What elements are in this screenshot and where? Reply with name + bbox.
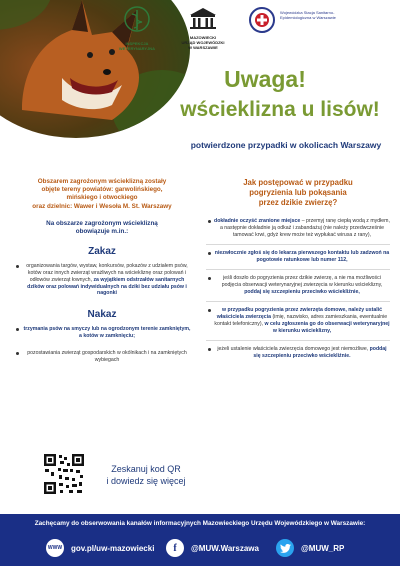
step-emphasis-end: poddaj się szczepieniu przeciwko wściekliźnie,	[244, 289, 360, 295]
bite-heading-line: Jak postępować w przypadku	[243, 178, 353, 187]
affected-area-line: objęte tereny powiatów: garwolińskiego,	[41, 186, 163, 194]
sanitary-seal-icon	[248, 6, 276, 34]
bite-heading-line: pogryzienia lub pokąsania	[249, 188, 347, 197]
list-item-emphasis: trzymania psów na smyczy lub na ogrodzonym terenie zamkniętym, a kotów w zamknięciu;	[23, 326, 191, 339]
affected-area-line: mińskiego i otwockiego	[66, 194, 138, 202]
list-item	[206, 275, 390, 302]
order-title: Nakaz	[87, 309, 117, 321]
list-item	[206, 250, 390, 270]
right-column	[206, 178, 390, 370]
list-item	[12, 326, 192, 340]
ban-list	[12, 263, 192, 297]
regulations-heading-line: obowiązuje m.in.:	[75, 228, 129, 236]
logo-caption-inspection: INSPEKCJA WETERYNARYJNA	[118, 41, 156, 51]
twitter-bird-icon	[276, 539, 294, 557]
order-list	[12, 326, 192, 363]
footer-bar	[0, 514, 400, 566]
bite-heading-line: przez dzikie zwierzę?	[258, 198, 338, 207]
ban-title: Zakaz	[88, 246, 116, 258]
bite-steps-list	[206, 218, 390, 365]
list-item	[12, 350, 192, 364]
bite-instructions-heading	[206, 178, 390, 208]
step-emphasis-end: w celu zgłoszenia go do obserwacji weterynaryjnej w kierunku wścieklizny,	[264, 321, 390, 334]
list-item	[206, 307, 390, 341]
step-text: (imię, nazwisko, adres zamieszkania, ewentualnie kontakt telefoniczny),	[214, 314, 388, 327]
facebook-icon: f	[166, 539, 184, 557]
qr-code[interactable]	[42, 452, 86, 496]
voivodeship-office-logo	[170, 6, 236, 50]
list-item	[206, 218, 390, 245]
caduceus-icon	[123, 6, 151, 36]
step-emphasis: niezwłocznie zgłoś się do lekarza pierwszego kontaktu lub zadzwoń na pogotowie ratunkowe lub numer 112,	[214, 250, 390, 263]
building-icon	[188, 6, 218, 30]
left-column	[12, 178, 192, 368]
logo-caption-voivodeship-2: URZĄD WOJEWÓDZKI	[181, 40, 225, 45]
logo-caption-voivodeship-1: MAZOWIECKI	[189, 35, 217, 40]
qr-code-icon	[42, 452, 86, 496]
footer-facebook-link[interactable]	[166, 538, 259, 558]
list-item-text: pozostawiania zwierząt gospodarskich w okólnikach i na zamkniętych wybiegach	[27, 349, 187, 363]
regulations-heading	[12, 220, 192, 236]
footer-twitter-link[interactable]	[276, 538, 344, 558]
globe-icon: WWW	[46, 539, 64, 557]
footer-title: Zachęcamy do obserwowania kanałów informacyjnych Mazowieckiego Urzędu Wojewódzkiego w Warszawie:	[34, 520, 366, 527]
step-emphasis: dokładnie oczyść zranione miejsce	[214, 218, 301, 224]
logo-caption-voivodeship-3: W WARSZAWIE	[188, 45, 218, 50]
list-item-emphasis: za wyjątkiem odstrzałów sanitarnych dzików oraz polowań indywidualnych na dziki bez udziału psów i nagonki	[27, 276, 187, 297]
headline-rabies: wścieklizna u lisów!	[180, 98, 380, 121]
headline-warning: Uwaga!	[224, 66, 306, 92]
qr-caption-line: Zeskanuj kod QR	[111, 464, 181, 474]
step-text: jeżeli ustalenie właściciela zwierzęcia domowego jest niemożliwe,	[217, 346, 370, 352]
logos-bar	[108, 6, 392, 54]
qr-caption	[96, 463, 196, 487]
footer-website-link[interactable]	[46, 538, 154, 558]
footer-twitter-label: @MUW_RP	[301, 543, 345, 553]
step-text: – przemyj ranę ciepłą wodą z mydłem, a następnie dokładnie ją odkaź i zabandażuj (nie należy przedwcześnie tamować krwi, gdyż krew może też wypłukać wirusa z rany),	[219, 218, 390, 238]
affected-area-line: oraz dzielnic: Wawer i Wesoła M. St. Warszawy	[32, 202, 172, 210]
affected-area-text	[12, 178, 192, 211]
headline-subtitle: potwierdzone przypadki w okolicach Warszawy	[190, 140, 382, 150]
qr-caption-line: i dowiedz się więcej	[106, 476, 186, 486]
logo-caption-sanitary: Wojewódzka Stacja Sanitarno-Epidemiologiczna w Warszawie	[280, 10, 336, 20]
affected-area-line: Obszarem zagrożonym wścieklizną zostały	[37, 178, 167, 185]
step-emphasis: w przypadku pogryzienia przez zwierzęta domowe, należy ustalić właściciela zwierzęcia	[216, 307, 382, 320]
list-item	[206, 346, 390, 365]
footer-facebook-label: @MUW.Warszawa	[191, 543, 259, 553]
list-item-text: organizowania targów, wystaw, konkursów, pokazów z udziałem psów, kotów oraz innych zwierząt wrażliwych na wściekliznę oraz polowań i odłowów zwierząt łownych,	[26, 263, 188, 283]
regulations-heading-line: Na obszarze zagrożonym wścieklizną	[46, 219, 158, 227]
step-emphasis-end: poddaj się szczepieniu przeciwko wściekliźnie.	[253, 346, 387, 359]
step-text: jeśli doszło do pogryzienia przez dzikie zwierzę, a nie ma możliwości podjęcia obserwacji weterynaryjnej zwierzęcia w kierunku wścieklizny,	[221, 275, 383, 288]
sanitary-station-logo	[248, 6, 398, 34]
veterinary-inspection-logo	[108, 6, 166, 51]
footer-website-label: gov.pl/uw-mazowiecki	[71, 543, 155, 553]
list-item	[12, 263, 192, 297]
